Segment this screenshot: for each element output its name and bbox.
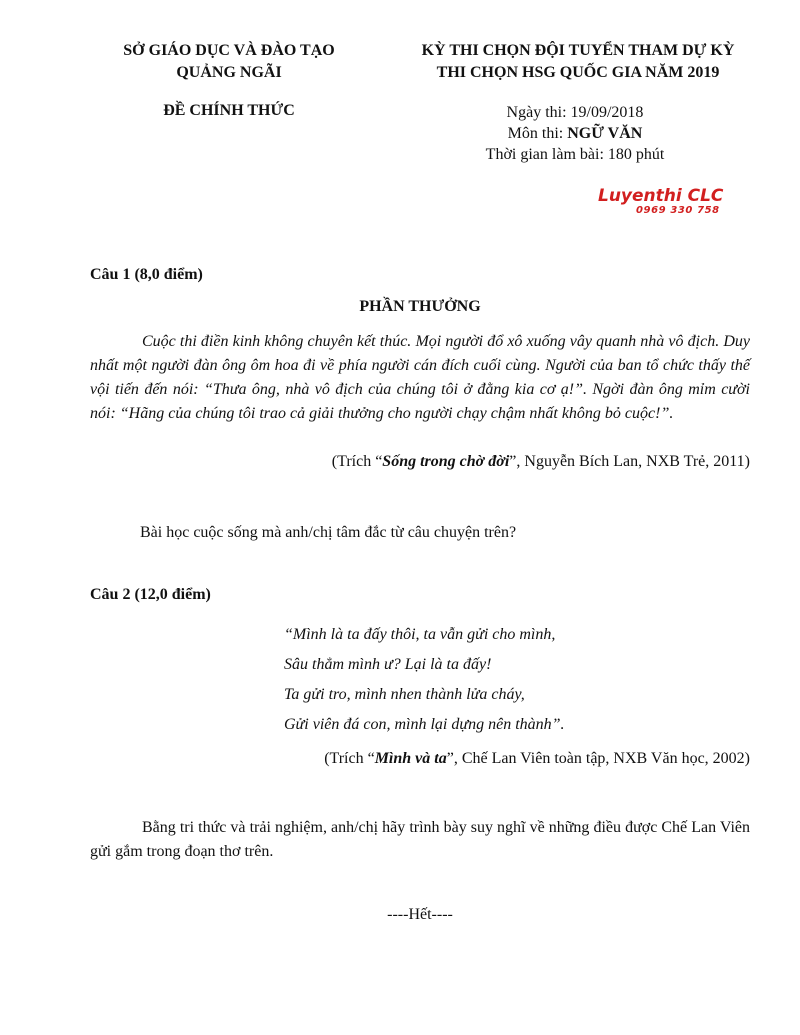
poem: [284, 620, 565, 740]
exam-title-block: [392, 40, 764, 84]
source1-suffix: ”, Nguyễn Bích Lan, NXB Trẻ, 2011): [509, 453, 750, 470]
question2-prompt: Bằng tri thức và trải nghiệm, anh/chị hãy trình bày suy nghĩ về những điều được Chế Lan Viên gửi gắm trong đoạn thơ trên.: [90, 819, 750, 860]
poem-line-2: Sâu thẳm mình ư? Lại là ta đấy!: [284, 656, 492, 673]
end-marker: ----Hết----: [387, 906, 453, 923]
question2-heading: Câu 2 (12,0 điểm): [90, 586, 211, 603]
issuer-department: SỞ GIÁO DỤC VÀ ĐÀO TẠO: [123, 42, 335, 59]
exam-date: Ngày thi: 19/09/2018: [506, 104, 644, 121]
poem-line-4: Gửi viên đá con, mình lại dựng nên thành”.: [284, 716, 565, 733]
exam-info: [440, 102, 710, 165]
question1-prompt: Bài học cuộc sống mà anh/chị tâm đắc từ câu chuyện trên?: [140, 524, 517, 541]
source1-prefix: (Trích “: [331, 453, 383, 470]
exam-title-line2: THI CHỌN HSG QUỐC GIA NĂM 2019: [436, 64, 720, 81]
official-label: ĐỀ CHÍNH THỨC: [163, 102, 295, 119]
exam-subject-line: [440, 123, 710, 144]
poem-line-1: “Mình là ta đấy thôi, ta vẫn gửi cho mình,: [284, 626, 556, 643]
question1-heading: Câu 1 (8,0 điểm): [90, 266, 203, 283]
exam-subject-label: Môn thi:: [507, 125, 568, 142]
source1-title: Sống trong chờ đời: [382, 453, 510, 470]
source2-suffix: ”, Chế Lan Viên toàn tập, NXB Văn học, 2002): [446, 750, 750, 767]
story-text: Cuộc thi điền kinh không chuyên kết thúc. Mọi người đổ xô xuống vây quanh nhà vô địch. Duy nhất một người đàn ông ôm hoa đi về phía người cán đích cuối cùng. Người của ban tổ chức thấy thế vội tiến đến nói: “Thưa ông, nhà vô địch của chúng tôi ở đằng kia cơ ạ!”. Ngời đàn ông mỉm cười nói: “Hãng của chúng tôi trao cả giải thưởng cho người chạy chậm nhất không bỏ cuộc!”.: [90, 333, 750, 422]
story-title: PHẦN THƯỞNG: [359, 298, 481, 315]
exam-duration: Thời gian làm bài: 180 phút: [485, 146, 665, 163]
source2-prefix: (Trích “: [324, 750, 375, 767]
watermark-logo: [598, 188, 748, 217]
exam-subject: NGỮ VĂN: [567, 125, 643, 142]
watermark-name: Luyenthi CLC: [598, 186, 724, 206]
issuer-block: [88, 40, 370, 84]
issuer-province: QUẢNG NGÃI: [176, 64, 282, 81]
question1-source: [90, 453, 750, 471]
exam-title-line1: KỲ THI CHỌN ĐỘI TUYỂN THAM DỰ KỲ: [421, 42, 735, 59]
poem-line-3: Ta gửi tro, mình nhen thành lửa cháy,: [284, 686, 525, 703]
watermark-phone: 0969 330 758: [636, 205, 720, 216]
question2-source: [90, 750, 750, 768]
source2-title: Mình và ta: [374, 750, 447, 767]
